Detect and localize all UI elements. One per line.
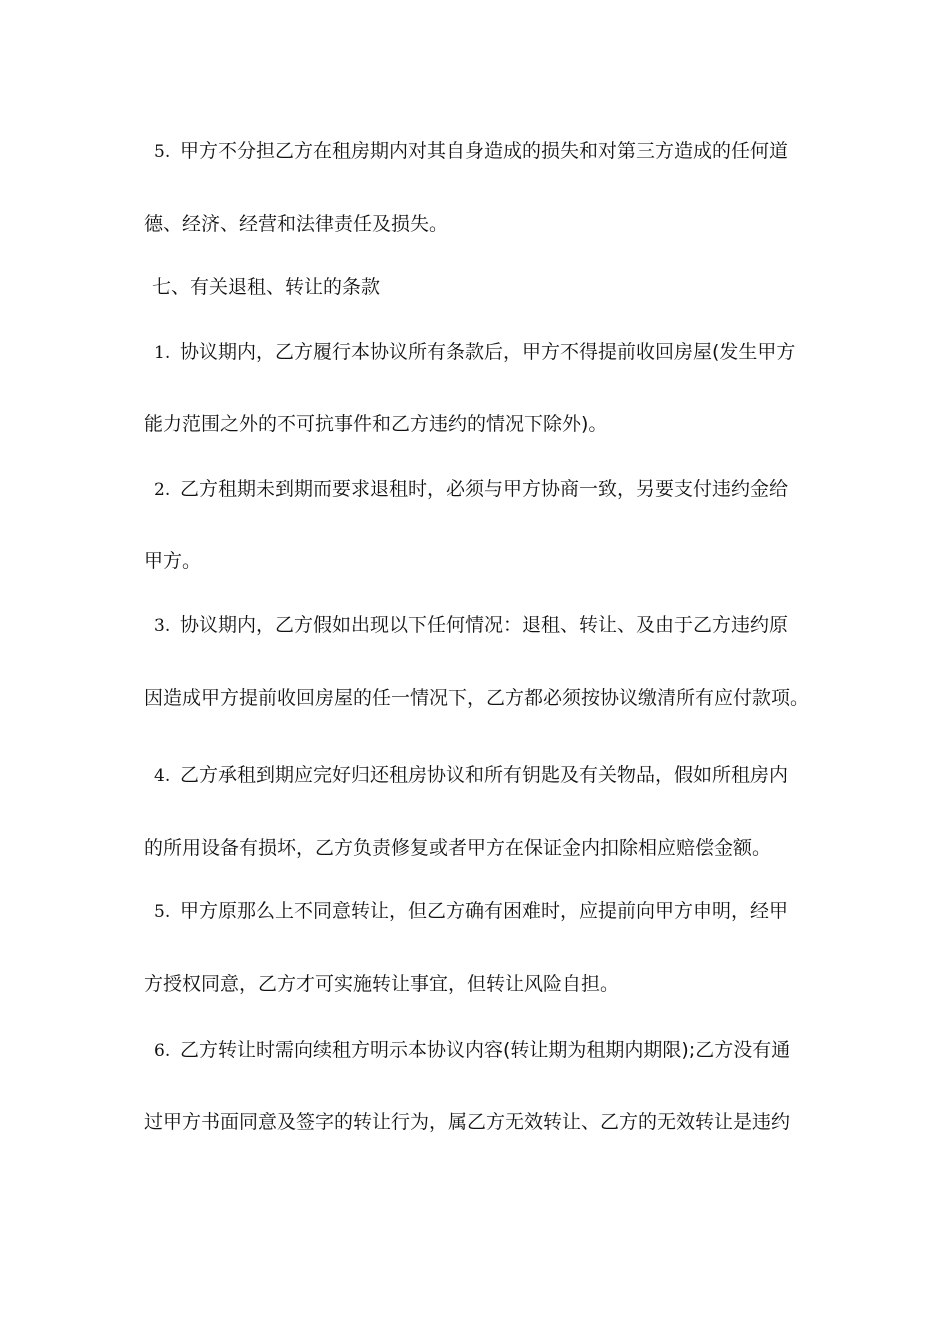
clause-text: 协议期内，乙方假如出现以下任何情况：退租、转让、及由于乙方违约原 [180,614,789,636]
clause-7-2-line-1 [144,477,788,502]
clause-6-5-line-2 [144,212,448,236]
clause-7-4-line-1 [144,763,788,788]
section-title: 七、有关退租、转让的条款 [152,276,381,298]
clause-text: 协议期内，乙方履行本协议所有条款后，甲方不得提前收回房屋(发生甲方 [180,341,796,363]
clause-text: 甲方原那么上不同意转让，但乙方确有困难时，应提前向甲方申明，经甲 [180,900,789,922]
clause-number: 5. [154,142,171,162]
clause-7-3-line-2 [144,686,809,710]
section-heading-7 [152,275,380,299]
clause-number: 5. [154,902,171,922]
clause-number: 3. [154,616,171,636]
clause-6-5-line-1 [144,139,788,164]
clause-7-4-line-2 [144,836,771,860]
clause-text: 过甲方书面同意及签字的转让行为，属乙方无效转让、乙方的无效转让是违约 [144,1111,791,1133]
clause-number: 4. [154,766,171,786]
clause-7-1-line-1 [144,340,795,365]
clause-text: 德、经济、经营和法律责任及损失。 [144,213,449,235]
clause-text: 乙方租期未到期而要求退租时，必须与甲方协商一致，另要支付违约金给 [180,478,789,500]
clause-text: 乙方承租到期应完好归还租房协议和所有钥匙及有关物品，假如所租房内 [180,764,789,786]
clause-text: 甲方。 [144,550,202,572]
clause-number: 2. [154,480,171,500]
clause-7-5-line-2 [144,972,619,996]
clause-text: 的所用设备有损坏，乙方负责修复或者甲方在保证金内扣除相应赔偿金额。 [144,837,772,859]
clause-text: 能力范围之外的不可抗事件和乙方违约的情况下除外)。 [144,413,608,435]
clause-text: 方授权同意，乙方才可实施转让事宜，但转让风险自担。 [144,973,620,995]
clause-7-1-line-2 [144,412,607,436]
clause-text: 因造成甲方提前收回房屋的任一情况下，乙方都必须按协议缴清所有应付款项。 [144,687,810,709]
clause-7-2-line-2 [144,549,201,573]
clause-number: 6. [154,1041,171,1061]
clause-text: 甲方不分担乙方在租房期内对其自身造成的损失和对第三方造成的任何道 [180,140,789,162]
clause-7-5-line-1 [144,899,788,924]
clause-text: 乙方转让时需向续租方明示本协议内容(转让期为租期内期限);乙方没有通 [180,1039,791,1061]
clause-7-3-line-1 [144,613,788,638]
clause-7-6-line-1 [144,1038,790,1063]
clause-number: 1. [154,343,171,363]
clause-7-6-line-2 [144,1110,790,1134]
